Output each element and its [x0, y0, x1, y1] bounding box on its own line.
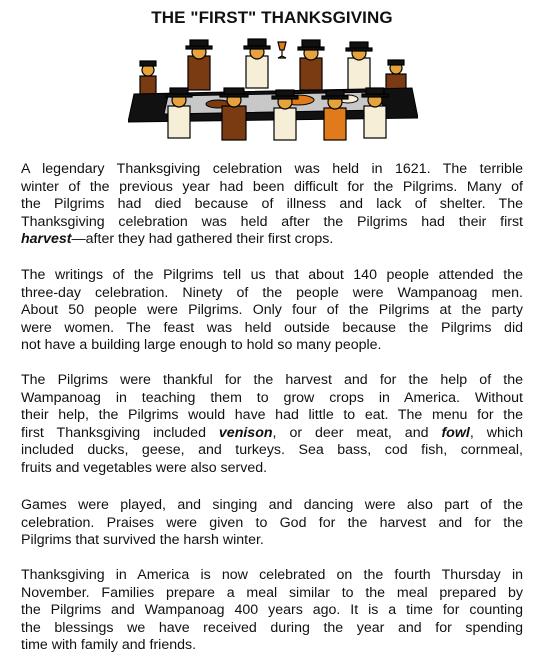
text-segment: Pilgrims that survived the harsh winter.: [21, 532, 264, 549]
text-segment: winter of the previous year had been difficult for the Pilgrims. Many of: [21, 178, 523, 195]
text-line: [21, 231, 523, 249]
text-segment: —after they had gathered their first crops.: [71, 231, 334, 248]
text-segment: A legendary Thanksgiving celebration was held in 1621. The terrible: [21, 161, 523, 177]
text-segment: Thanksgiving celebration was held after the Pilgrims had their first: [21, 213, 523, 230]
text-line: [21, 214, 523, 232]
text-segment: the Pilgrims and Wampanoag 400 years ago. It is a time for counting: [21, 602, 523, 619]
text-segment: celebration. Praises were given to God for the harvest and for the: [21, 514, 523, 531]
text-segment: the Pilgrims had died because of illness and lack of shelter. The: [21, 196, 523, 213]
text-segment: Wampanoag in teaching them to grow crops in America. Without: [21, 389, 523, 406]
text-line: [21, 179, 523, 197]
text-segment: first Thanksgiving included: [21, 424, 219, 441]
text-line: [21, 425, 523, 443]
text-line: [21, 320, 523, 338]
text-line: [21, 407, 523, 425]
paragraph-5: [21, 567, 523, 655]
text-segment: time with family and friends.: [21, 637, 197, 654]
page-title: THE "FIRST" THANKSGIVING: [151, 8, 393, 27]
text-line: [21, 390, 523, 408]
text-line: [21, 161, 523, 179]
text-line: [21, 442, 523, 460]
text-line: [21, 585, 523, 603]
text-line: [21, 532, 523, 550]
text-segment: their help, the Pilgrims would have had little to eat. The menu for the: [21, 407, 523, 424]
text-line: [21, 620, 523, 638]
paragraph-2: [21, 267, 523, 355]
vocabulary-word: harvest: [21, 231, 72, 248]
vocabulary-word: fowl: [441, 424, 470, 441]
text-line: [21, 302, 523, 320]
text-segment: , or deer meat, and: [272, 424, 442, 441]
text-line: [21, 497, 523, 515]
text-line: [21, 285, 523, 303]
text-segment: The writings of the Pilgrims tell us that about 140 people attended the: [21, 267, 523, 283]
text-line: [21, 337, 523, 355]
text-line: [21, 267, 523, 285]
text-segment: The Pilgrims were thankful for the harvest and for the help of the: [21, 372, 523, 388]
vocabulary-word: venison: [218, 424, 273, 441]
text-segment: fruits and vegetables were also served.: [21, 459, 268, 476]
text-segment: not have a building large enough to hold so many people.: [21, 337, 382, 354]
text-segment: November. Families prepare a meal similar to the meal prepared by: [21, 584, 523, 601]
text-segment: included ducks, geese, and turkeys. Sea bass, cod fish, cornmeal,: [21, 442, 523, 459]
text-segment: About 50 people were Pilgrims. Only four of the Pilgrims at the party: [21, 302, 523, 319]
text-segment: Games were played, and singing and dancing were also part of the: [21, 497, 523, 513]
paragraph-1: [21, 161, 523, 249]
text-line: [21, 372, 523, 390]
text-segment: were women. The feast was held outside because the Pilgrims did: [21, 319, 523, 336]
text-line: [21, 460, 523, 478]
text-line: [21, 515, 523, 533]
text-segment: three-day celebration. Ninety of the people were Wampanoag men.: [21, 284, 523, 301]
text-line: [21, 602, 523, 620]
text-line: [21, 196, 523, 214]
text-segment: the blessings we have received during the year and for spending: [21, 619, 523, 636]
paragraph-3: [21, 372, 523, 478]
text-line: [21, 567, 523, 585]
text-segment: , which: [469, 424, 523, 441]
paragraph-4: [21, 497, 523, 550]
feast-illustration: [128, 34, 418, 144]
text-segment: Thanksgiving in America is now celebrated on the fourth Thursday in: [21, 567, 523, 583]
text-line: [21, 637, 523, 655]
